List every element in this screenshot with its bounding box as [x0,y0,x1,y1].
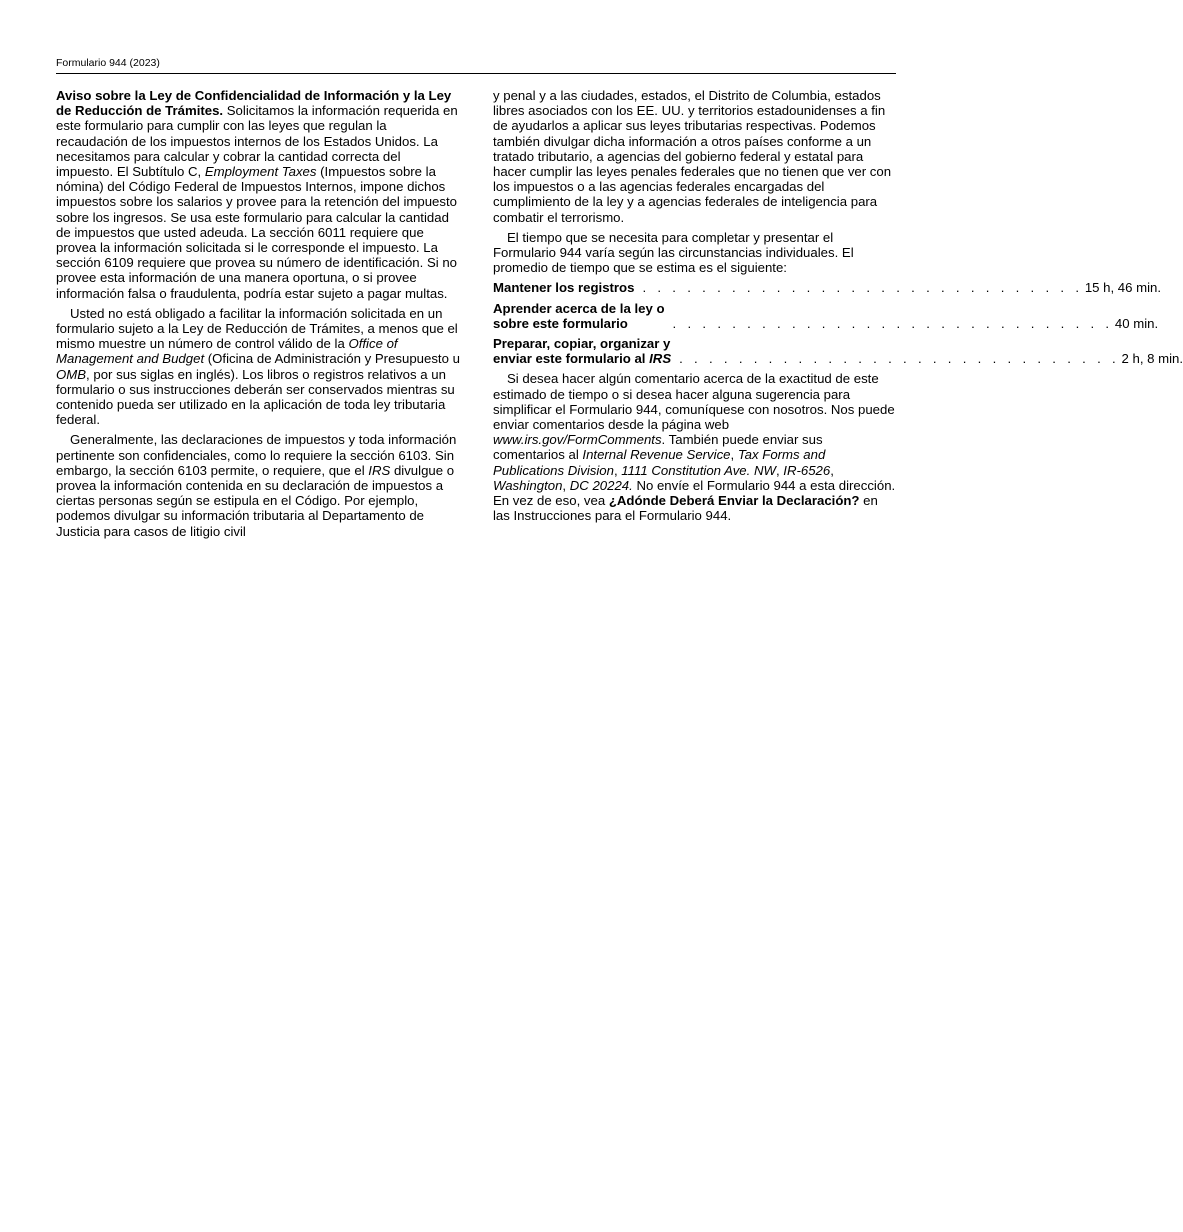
time-row-learning [493,300,1159,331]
confidentiality-text-b: divulgue o provea la información contenida en su declaración de impuestos a ciertas personas según se estipula en el Código. Por ejemplo, podemos divulgar su información tributaria al Departamento de Justicia para casos de litigio civil [56,462,455,539]
address-sep-4: , [830,462,834,478]
time-label-preparing [493,336,671,366]
comments-text-b: . También puede enviar sus comentarios al [493,432,823,463]
time-row-preparing [493,336,1183,367]
leader-dots: . . . . . . . . . . . . . . . . . . . . . . . . . . . . . . [642,280,1083,296]
address-sep-1: , [730,447,738,463]
time-label-preparing-line1: Preparar, copiar, organizar y [493,336,671,352]
paperwork-text-b: (Oficina de Administración y Presupuesto u [204,351,460,367]
confidentiality-paragraph [56,432,460,538]
leader-dots: . . . . . . . . . . . . . . . . . . . . . . . . . . . . . . [672,315,1113,331]
time-value-preparing: 2 h, 8 min. [1121,351,1183,367]
header-rule [56,73,896,74]
where-to-file-reference: ¿Adónde Deberá Enviar la Declaración? [608,493,860,509]
address-sep-5: , [562,477,570,493]
time-value-learning: 40 min. [1114,315,1159,331]
time-label-learning-line2: sobre este formulario [493,315,628,331]
address-street: 1111 Constitution Ave. NW [621,462,776,478]
time-label-learning [493,301,665,331]
confidentiality-text-a: Generalmente, las declaraciones de impuestos y toda información pertinente son confidenciales, como lo requiere la sección 6103. Sin embargo, la sección 6103 permite, o requiere, que el [56,432,457,478]
left-column [56,88,460,544]
comments-text-c: No envíe el Formulario 944 a esta dirección. En vez de eso, vea [493,477,896,509]
time-value-recordkeeping: 15 h, 46 min. [1084,280,1162,296]
address-city: Washington [493,477,563,493]
time-row-recordkeeping [493,280,1162,296]
time-label-recordkeeping: Mantener los registros [493,280,635,296]
page-header-title: Formulario 944 (2023) [56,57,160,69]
paperwork-text-c: , por sus siglas en inglés). Los libros o registros relativos a un formulario o sus instrucciones deberán ser conservados mientras su contenido pueda ser utilizado en la aplicación de toda ley tributaria federal. [56,366,455,428]
irs-italic: IRS [368,462,391,478]
privacy-text-b: (Impuestos sobre la nómina) del Código Federal de Impuestos Internos, impone dichos impuestos sobre los salarios y provee para la retención del impuesto sobre los ingresos. Se usa este formulario para calcular la cantidad de impuestos que usted adeuda. La sección 6011 requiere que provea la información solicitada si le corresponde el impuesto. La sección 6109 requiere que provea su número de identificación. Si no provee esta información de una manera oportuna, o si provee información falsa o fraudulenta, podría estar sujeto a pagar multas. [56,164,458,301]
comments-paragraph [493,371,897,523]
address-room: IR-6526 [783,462,831,478]
paperwork-text-a: Usted no está obligado a facilitar la información solicitada en un formulario sujeto a la Ley de Reducción de Trámites, a menos que el mismo muestre un número de control válido de la [56,305,458,352]
privacy-notice-paragraph [56,88,460,301]
leader-dots: . . . . . . . . . . . . . . . . . . . . . . . . . . . . . . [679,351,1120,367]
comments-text-d: en las Instrucciones para el Formulario 944. [493,493,878,524]
address-division: Tax Forms and Publications Division [493,447,826,478]
address-sep-2: , [613,462,622,478]
privacy-notice-heading: Aviso sobre la Ley de Confidencialidad de Información y la Ley de Reducción de Trámites. [56,88,452,119]
privacy-text-a: Solicitamos la información requerida en este formulario para cumplir con las leyes que regulan la recaudación de los impuestos internos de los Estados Unidos. La necesitamos para calcular y cobrar la cantidad correcta del impuesto. El Subtítulo C, [56,103,458,180]
time-label-preparing-irs: IRS [649,351,672,367]
continuation-paragraph: y penal y a las ciudades, estados, el Distrito de Columbia, estados libres asociados con los EE. UU. y territorios estadounidenses a fin de ayudarlos a aplicar sus leyes tributarias respectivas. Podemos también divulgar dicha información a otros países conforme a un tratado tributario, a agencias del gobierno federal y estatal para hacer cumplir las leyes penales federales que no tienen que ver con los impuestos o a las agencias federales encargadas del cumplimiento de la ley y a agencias federales de inteligencia para combatir el terrorismo. [493,88,892,225]
comments-text-a: Si desea hacer algún comentario acerca de la exactitud de este estimado de tiempo o si desea hacer alguna sugerencia para simplificar el Formulario 944, comuníquese con nosotros. Nos puede enviar comentarios desde la página web [493,371,895,433]
time-intro-paragraph: El tiempo que se necesita para completar y presentar el Formulario 944 varía según las circunstancias individuales. El promedio de tiempo que se estima es el siguiente: [493,229,854,276]
omb-abbr-italic: OMB [56,366,87,382]
address-sep-3: , [775,462,784,478]
time-label-preparing-line2: enviar este formulario al [493,351,650,367]
form-comments-url: www.irs.gov/FormComments [493,432,662,448]
right-column [493,88,1183,528]
employment-taxes-italic: Employment Taxes [204,164,317,180]
omb-name-italic: Office of Management and Budget [56,336,398,367]
paperwork-paragraph [56,306,460,428]
time-label-learning-line1: Aprender acerca de la ley o [493,300,665,316]
address-irs: Internal Revenue Service [582,447,731,463]
address-zip: DC 20224. [569,477,633,493]
